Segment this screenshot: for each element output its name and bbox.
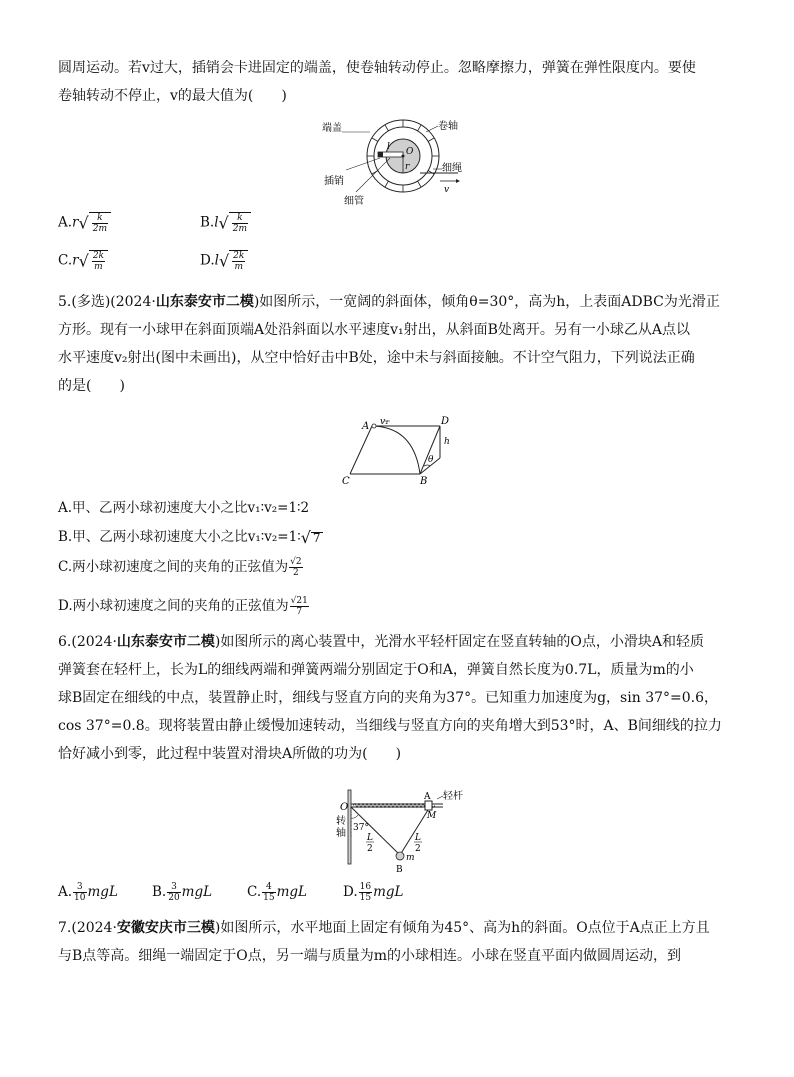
q6-line-4: cos 37°=0.8。现将装置由静止缓慢加速转动，当细线与竖直方向的夹角增大到53°时，A、B间细线的拉力 — [58, 718, 722, 734]
q5-label-D: D — [441, 416, 450, 427]
q7-line-1: 7.(2024·安徽安庆市三模)如图所示，水平地面上固定有倾角为45°、高为h的斜面。O点位于A点正上方且 — [58, 920, 710, 936]
q6-label-m: m — [406, 853, 415, 863]
q4-label-r: r — [405, 162, 410, 172]
q5-figure-incline — [340, 412, 470, 488]
q7-stem — [58, 914, 748, 970]
q4-label-l: l — [387, 142, 390, 152]
q6-label-M: M — [427, 811, 437, 821]
q6-label-qinggan: 轻杆 — [443, 791, 463, 802]
q4-label-O: O — [406, 147, 414, 157]
q6-line-2: 弹簧套在轻杆上，长为L的细线两端和弹簧两端分别固定于O和A，弹簧自然长度为0.7L，质量为m的小 — [58, 662, 694, 678]
q6-line-5: 恰好减小到零，此过程中装置对滑块A所做的功为( ) — [58, 746, 402, 762]
q6-stem — [58, 628, 748, 768]
q4-label-xisheng: 细绳 — [442, 163, 462, 174]
q4-label-chaxiao: 插销 — [324, 176, 344, 187]
q7-source: 安徽安庆市三模 — [116, 920, 215, 936]
q4-label-xiguan: 细管 — [344, 196, 364, 207]
q6-option-b[interactable]: B. $\frac{3}{20}$ mgL — [152, 882, 213, 903]
q5-label-theta: θ — [428, 455, 434, 465]
q5-line-3: 水平速度v₂射出(图中未画出)，从空中恰好击中B处，途中未与斜面接触。不计空气阻力，下列说法正确 — [58, 350, 695, 366]
q6-label-L-right: L — [415, 833, 421, 843]
q6-label-zhou: 轴 — [336, 828, 346, 839]
q6-option-c[interactable]: C. $\frac{4}{15}$ mgL — [247, 882, 308, 903]
q6-label-B: B — [396, 865, 403, 874]
q6-figure-centrifuge — [333, 788, 473, 874]
q5-label-A: A — [362, 421, 370, 432]
q5-line-1: 5.(多选)(2024·山东泰安市二模)如图所示，一宽阔的斜面体，倾角θ=30°，高为h，上表面ADBC为光滑正 — [58, 294, 720, 310]
q6-label-A: A — [424, 792, 431, 802]
q6-source: 山东泰安市二模 — [116, 634, 215, 650]
q5-option-a[interactable]: A.甲、乙两小球初速度大小之比v₁∶v₂=1∶2 — [58, 500, 310, 516]
q5-label-h: h — [444, 437, 450, 447]
q5-label-v1: v₁ — [380, 417, 389, 427]
q6-option-a[interactable]: A. $\frac{3}{10}$ mgL — [58, 882, 118, 903]
q4-line-1: 圆周运动。若v过大，插销会卡进固定的端盖，使卷轴转动停止。忽略摩擦力，弹簧在弹性限度内。要使 — [58, 60, 696, 76]
q4-label-v: v — [444, 185, 450, 195]
q4-option-a[interactable]: A.r√ $\frac{k}{2m}$ — [58, 212, 111, 234]
q5-option-c[interactable]: C.两小球初速度之间的夹角的正弦值为 $\frac{√2}{2}$ — [58, 557, 302, 578]
q5-label-C: C — [342, 476, 350, 487]
q6-label-2-right: 2 — [415, 844, 421, 854]
q4-line-2: 卷轴转动不停止，v的最大值为( ) — [58, 88, 287, 104]
q6-label-angle: 37° — [353, 823, 369, 833]
q4-label-duangai: 端盖 — [322, 123, 342, 134]
q5-option-d[interactable]: D.两小球初速度之间的夹角的正弦值为 $\frac{√21}{7}$ — [58, 596, 308, 617]
q5-option-b[interactable]: B.甲、乙两小球初速度大小之比v₁∶v₂=1∶√ 7 — [58, 528, 321, 547]
q4-option-b[interactable]: B.l√ $\frac{k}{2m}$ — [200, 212, 251, 234]
q6-label-zhuan: 转 — [336, 816, 346, 827]
q5-line-2: 方形。现有一小球甲在斜面顶端A处沿斜面以水平速度v₁射出，从斜面B处离开。另有一小球乙从A点以 — [58, 322, 691, 338]
q4-stem — [58, 54, 748, 110]
q6-label-O: O — [340, 802, 349, 813]
q5-stem — [58, 288, 748, 400]
q6-line-3: 球B固定在细线的中点，装置静止时，细线与竖直方向的夹角为37°。已知重力加速度为g，sin 37°=0.6， — [58, 690, 719, 706]
q4-figure-reel — [320, 118, 470, 208]
q5-label-B: B — [420, 476, 428, 487]
q4-option-c[interactable]: C.r√ $\frac{2k}{m}$ — [58, 250, 108, 272]
q6-line-1: 6.(2024·山东泰安市二模)如图所示的离心装置中，光滑水平轻杆固定在竖直转轴的O点，小滑块A和轻质 — [58, 634, 704, 650]
q5-source: 山东泰安市二模 — [155, 294, 254, 310]
q4-label-juanzhou: 卷轴 — [438, 121, 458, 132]
q7-line-2: 与B点等高。细绳一端固定于O点，另一端与质量为m的小球相连。小球在竖直平面内做圆周运动，到 — [58, 948, 682, 964]
q5-line-4: 的是( ) — [58, 378, 125, 394]
q6-option-d[interactable]: D. $\frac{16}{15}$ mgL — [343, 882, 404, 903]
q6-label-2-left: 2 — [367, 844, 373, 854]
q4-option-d[interactable]: D.l√ $\frac{2k}{m}$ — [200, 250, 248, 272]
q6-label-L-left: L — [367, 833, 373, 843]
